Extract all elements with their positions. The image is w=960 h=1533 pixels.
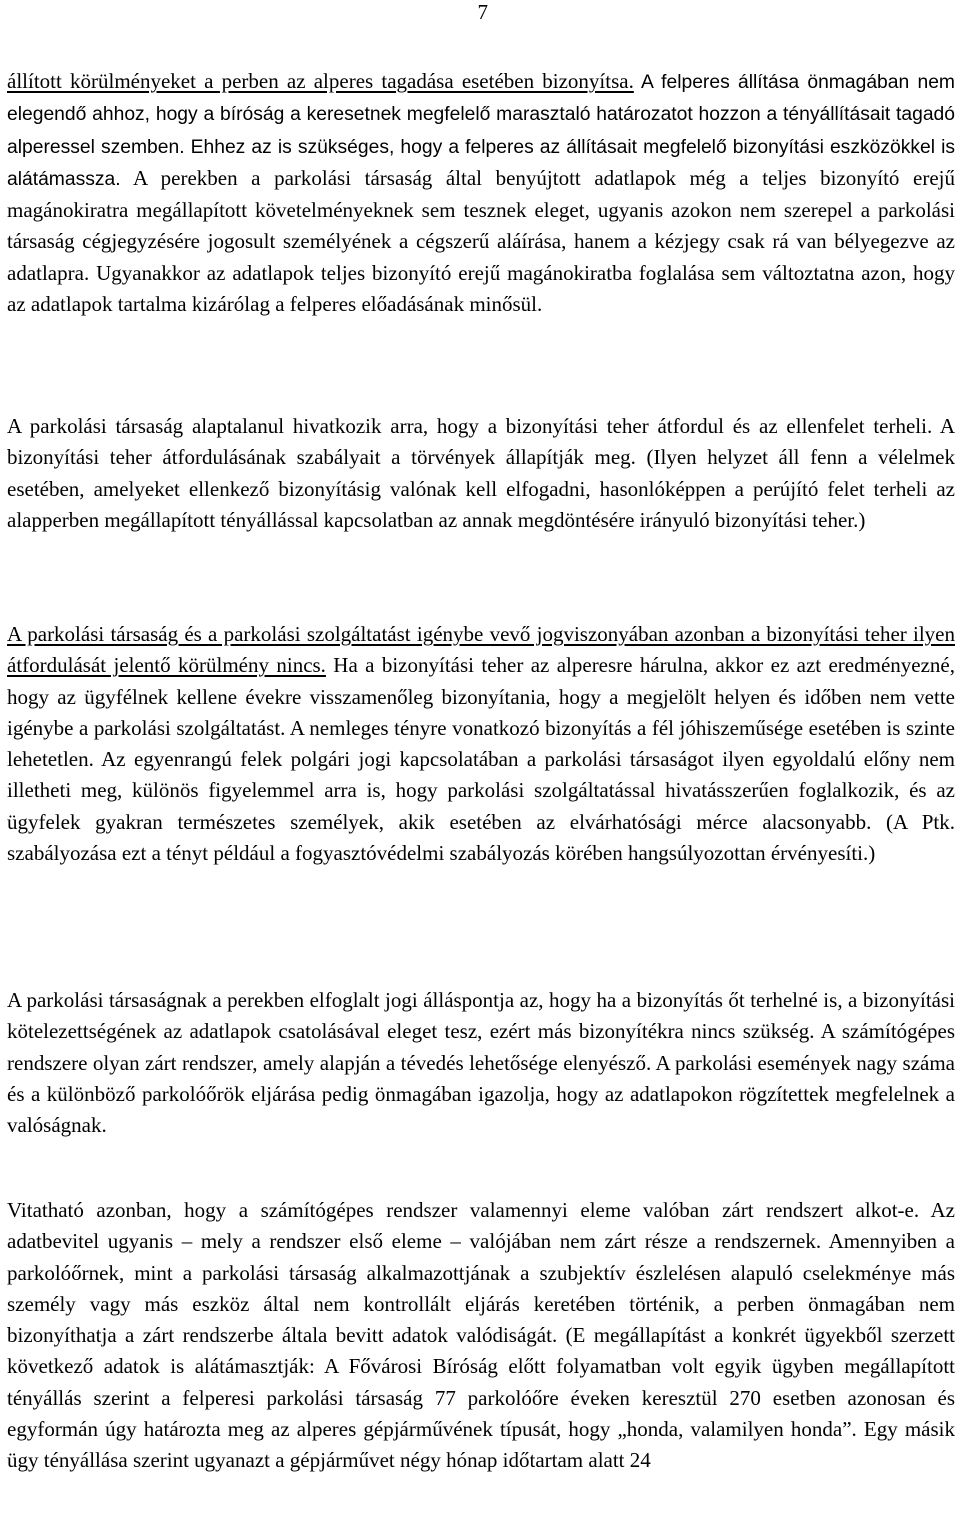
paragraph-5 xyxy=(7,1195,955,1477)
page-number: 7 xyxy=(477,0,488,24)
paragraph-5-text: Vitatható azonban, hogy a számítógépes rendszer valamennyi eleme valóban zárt rendszert alkot-e. Az adatbevitel ugyanis – mely a rendszer első eleme – valójában nem zárt része a rendszernek. Amennyiben a parkolóőrnek, mint a parkolási társaság alkalmazottjának a szubjektív észlelésen alapuló cselekménye más személy vagy más eszköz által nem kontrollált eljárás keretében történik, a perben önmagában nem bizonyíthatja a zárt rendszerbe általa bevitt adatok valódiságát. (E megállapítást a konkrét ügyekből szerzett következő adatok is alátámasztják: A Fővárosi Bíróság előtt folyamatban volt egyik ügyben megállapított tényállás szerint a felperesi parkolási társaság 77 parkolóőre éveken keresztül 270 esetben azonosan és egyformán úgy határozta meg az alperes gépjárművének típusát, hogy „honda, valamilyen honda”. Egy másik ügy tényállása szerint ugyanazt a gépjárművet négy hónap időtartam alatt 24 xyxy=(7,1198,955,1473)
paragraph-1-sans-text: A felperes állítása önmagában nem elegendő ahhoz, hogy a bíróság a keresetnek megfelelő marasztaló határozatot hozzon a tényállításait tagadó alperessel szemben. Ehhez az is szükséges, hogy a felperes az állításait megfelelő bizonyítási eszközökkel is alátámassza. xyxy=(7,72,955,190)
underlined-sentence-1: állított körülményeket a perben az alperes tagadása esetében bizonyítsa. xyxy=(7,69,634,93)
paragraph-4-text: A parkolási társaságnak a perekben elfoglalt jogi álláspontja az, hogy ha a bizonyítás őt terhelné is, a bizonyítási kötelezettségének az adatlapok csatolásával eleget tesz, ezért más bizonyítékra nincs szükség. A számítógépes rendszere olyan zárt rendszer, amely alapján a tévedés lehetősége elenyésző. A parkolási események nagy száma és a különböző parkolóőrök eljárása pedig önmagában igazolja, hogy az adatlapokon rögzítettek megfelelnek a valóságnak. xyxy=(7,988,955,1138)
paragraph-1 xyxy=(7,66,955,320)
paragraph-3-text: Ha a bizonyítási teher az alperesre hárulna, akkor ez azt eredményezné, hogy az ügyfélnek kellene évekre visszamenőleg bizonyítania, hogy a megjelölt helyen és időben nem vette igénybe a parkolási szolgáltatást. A nemleges tényre vonatkozó bizonyítás a fél jóhiszeműsége esetében is szinte lehetetlen. Az egyenrangú felek polgári jogi kapcsolatában a parkolási társaságot ilyen egyoldalú előny nem illetheti meg, különös figyelemmel arra is, hogy parkolási szolgáltatással hivatásszerűen foglalkozik, és az ügyfelek gyakran természetes személyek, akik esetében az elvárhatósági mérce alacsonyabb. (A Ptk. szabályozása ezt a tényt például a fogyasztóvédelmi szabályozás körében hangsúlyozottan érvényesíti.) xyxy=(7,653,955,866)
underlined-sentence-3: A parkolási társaság és a parkolási szolgáltatást igénybe vevő jogviszonyában azonban a bizonyítási teher ilyen átfordulását jelentő körülmény nincs. xyxy=(7,622,955,678)
paragraph-3 xyxy=(7,619,955,869)
paragraph-2 xyxy=(7,411,955,536)
paragraph-1-text: A perekben a parkolási társaság által benyújtott adatlapok még a teljes bizonyító erejű magánokiratra megállapított követelményeknek sem tesznek eleget, ugyanis azokon nem szerepel a parkolási társaság cégjegyzésére jogosult személyének a cégszerű aláírása, hanem a kézjegy csak rá van bélyegezve az adatlapra. Ugyanakkor az adatlapok teljes bizonyító erejű magánokiratba foglalása sem változtatna azon, hogy az adatlapok tartalma kizárólag a felperes előadásának minősül. xyxy=(7,165,955,317)
paragraph-2-text: A parkolási társaság alaptalanul hivatkozik arra, hogy a bizonyítási teher átfordul és az ellenfelet terheli. A bizonyítási teher átfordulásának szabályait a törvények állapítják meg. (Ilyen helyzet áll fenn a vélelmek esetében, amelyeket ellenkező bizonyításig valónak kell elfogadni, hasonlóképpen a perújító felet terheli az alapperben megállapított tényállással kapcsolatban az annak megdöntésére irányuló bizonyítási teher.) xyxy=(7,414,955,532)
paragraph-4 xyxy=(7,985,955,1141)
